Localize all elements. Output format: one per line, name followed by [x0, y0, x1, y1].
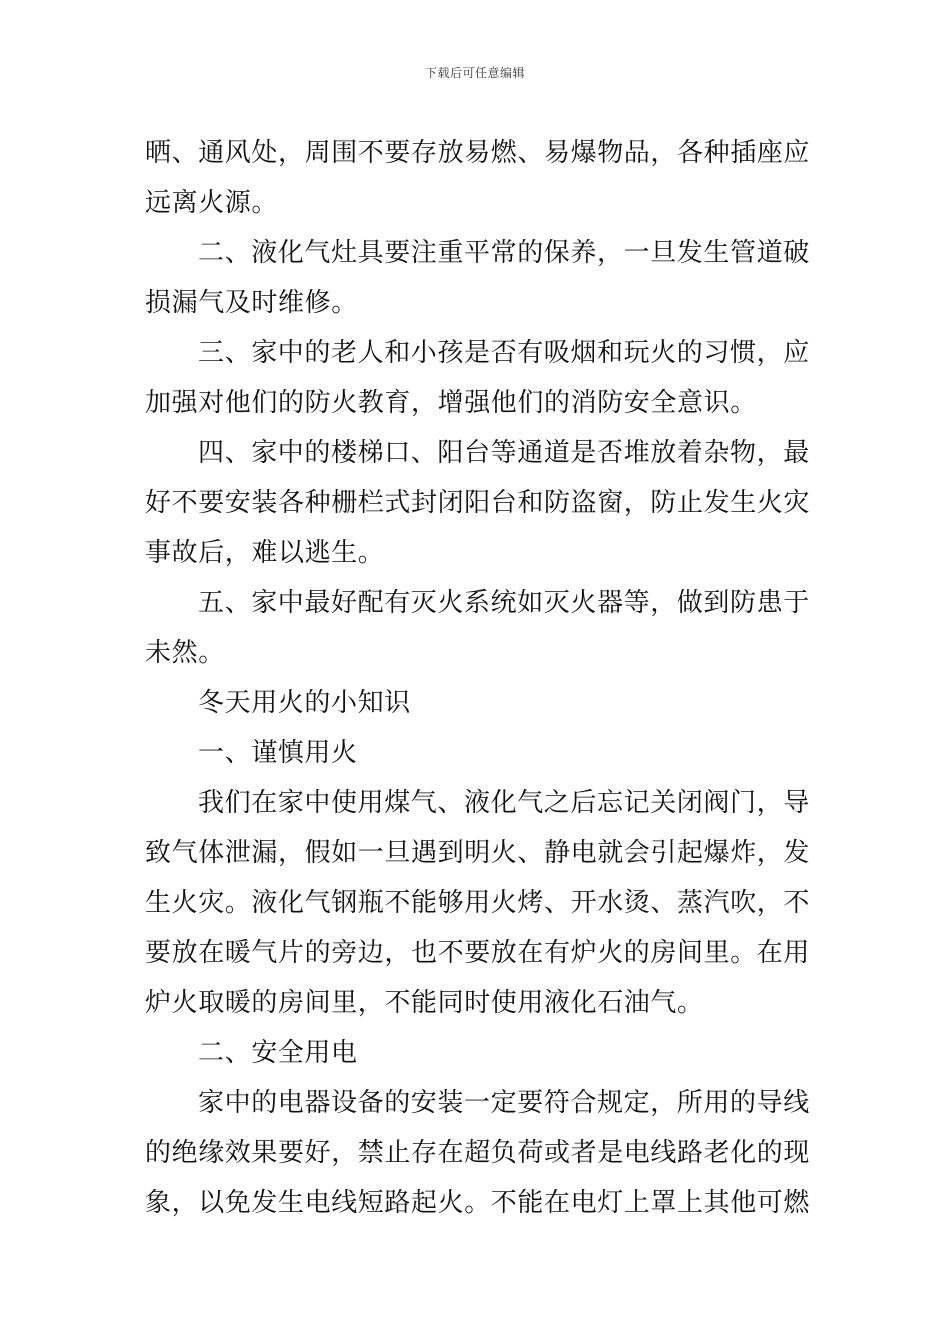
paragraph-careful-fire: 我们在家中使用煤气、液化气之后忘记关闭阀门，导致气体泄漏，假如一旦遇到明火、静电就会引起爆炸，发生火灾。液化气钢瓶不能够用火烤、开水烫、蒸汽吹，不要放在暖气片的旁边，也不要放在有炉火的房间里。在用炉火取暖的房间里，不能同时使用液化石油气。 [145, 788, 811, 1018]
subsection-title-safe-electricity: 二、安全用电 [198, 1038, 358, 1068]
paragraph-point-5: 五、家中最好配有灭火系统如灭火器等，做到防患于未然。 [145, 588, 810, 668]
document-body [145, 128, 810, 1228]
page-header: 下载后可任意编辑 [424, 66, 525, 80]
paragraph-continuation: 晒、通风处，周围不要存放易燃、易爆物品，各种插座应远离火源。 [145, 138, 811, 218]
section-title: 冬天用火的小知识 [198, 688, 411, 718]
paragraph-point-4: 四、家中的楼梯口、阳台等通道是否堆放着杂物，最好不要安装各种栅栏式封闭阳台和防盗窗，防止发生火灾事故后，难以逃生。 [145, 438, 811, 568]
paragraph-point-3: 三、家中的老人和小孩是否有吸烟和玩火的习惯，应加强对他们的防火教育，增强他们的消防安全意识。 [145, 338, 810, 418]
paragraph-point-2: 二、液化气灶具要注重平常的保养，一旦发生管道破损漏气及时维修。 [145, 238, 810, 318]
subsection-title-careful-fire: 一、谨慎用火 [198, 738, 358, 768]
paragraph-safe-electricity: 家中的电器设备的安装一定要符合规定，所用的导线的绝缘效果要好，禁止存在超负荷或者是电线路老化的现象，以免发生电线短路起火。不能在电灯上罩上其他可燃 [145, 1088, 811, 1218]
